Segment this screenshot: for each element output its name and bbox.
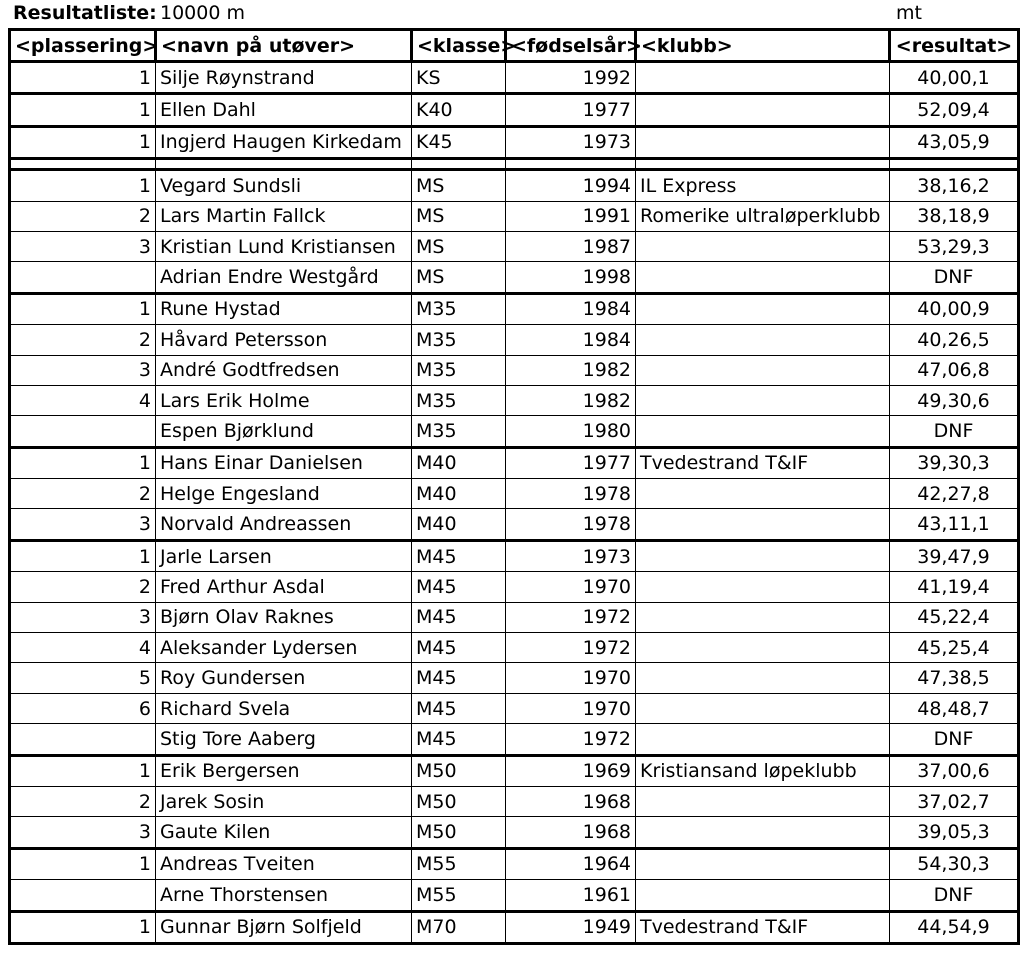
birth-year-cell: 1972 <box>506 633 636 663</box>
class-cell: M45 <box>412 540 506 571</box>
results-table-wrapper <box>8 28 1017 945</box>
athlete-name-cell: Roy Gundersen <box>156 663 412 693</box>
class-cell: MS <box>412 231 506 261</box>
placement-cell <box>10 880 156 911</box>
birth-year-cell: 1987 <box>506 231 636 261</box>
class-cell: M50 <box>412 786 506 816</box>
table-row <box>10 572 1019 602</box>
club-cell: Romerike ultraløperklubb <box>636 201 890 231</box>
birth-year-cell: 1972 <box>506 724 636 755</box>
club-cell <box>636 633 890 663</box>
unit-label: mt <box>896 2 922 24</box>
club-cell <box>636 94 890 126</box>
club-cell <box>636 509 890 540</box>
spacer-cell <box>156 159 412 170</box>
results-list-label: Resultatliste: <box>13 2 157 24</box>
placement-cell: 3 <box>10 355 156 385</box>
table-row <box>10 201 1019 231</box>
class-cell: M40 <box>412 509 506 540</box>
class-cell: M40 <box>412 447 506 478</box>
birth-year-cell: 1964 <box>506 848 636 879</box>
placement-cell: 2 <box>10 479 156 509</box>
table-row <box>10 911 1019 943</box>
column-header-class: <klasse> <box>412 30 506 62</box>
spacer-cell <box>506 159 636 170</box>
birth-year-cell: 1973 <box>506 540 636 571</box>
table-header-row <box>10 30 1019 62</box>
athlete-name-cell: Vegard Sundsli <box>156 170 412 201</box>
table-row <box>10 479 1019 509</box>
club-cell <box>636 231 890 261</box>
table-row <box>10 416 1019 447</box>
athlete-name-cell: Aleksander Lydersen <box>156 633 412 663</box>
placement-cell: 1 <box>10 848 156 879</box>
result-cell: 52,09,4 <box>890 94 1019 126</box>
result-cell: 43,11,1 <box>890 509 1019 540</box>
group-spacer-row <box>10 159 1019 170</box>
result-cell: 38,16,2 <box>890 170 1019 201</box>
birth-year-cell: 1972 <box>506 602 636 632</box>
table-row <box>10 755 1019 786</box>
result-cell: 39,30,3 <box>890 447 1019 478</box>
result-cell: 40,26,5 <box>890 325 1019 355</box>
birth-year-cell: 1977 <box>506 94 636 126</box>
club-cell: Tvedestrand T&IF <box>636 911 890 943</box>
athlete-name-cell: Kristian Lund Kristiansen <box>156 231 412 261</box>
table-row <box>10 663 1019 693</box>
placement-cell <box>10 416 156 447</box>
table-row <box>10 231 1019 261</box>
club-cell <box>636 602 890 632</box>
club-cell <box>636 663 890 693</box>
column-header-placement: <plassering> <box>10 30 156 62</box>
placement-cell: 1 <box>10 447 156 478</box>
birth-year-cell: 1970 <box>506 572 636 602</box>
class-cell: M50 <box>412 817 506 848</box>
athlete-name-cell: Richard Svela <box>156 693 412 723</box>
club-cell <box>636 693 890 723</box>
placement-cell: 3 <box>10 817 156 848</box>
table-row <box>10 848 1019 879</box>
class-cell: MS <box>412 170 506 201</box>
birth-year-cell: 1977 <box>506 447 636 478</box>
athlete-name-cell: Håvard Petersson <box>156 325 412 355</box>
class-cell: M50 <box>412 755 506 786</box>
birth-year-cell: 1998 <box>506 262 636 293</box>
class-cell: M40 <box>412 479 506 509</box>
placement-cell <box>10 724 156 755</box>
birth-year-cell: 1949 <box>506 911 636 943</box>
athlete-name-cell: Bjørn Olav Raknes <box>156 602 412 632</box>
placement-cell: 5 <box>10 663 156 693</box>
table-row <box>10 262 1019 293</box>
class-cell: M35 <box>412 416 506 447</box>
placement-cell <box>10 262 156 293</box>
placement-cell: 4 <box>10 633 156 663</box>
result-cell: 40,00,9 <box>890 293 1019 324</box>
result-cell: 54,30,3 <box>890 848 1019 879</box>
placement-cell: 3 <box>10 509 156 540</box>
class-cell: M45 <box>412 663 506 693</box>
athlete-name-cell: Gunnar Bjørn Solfjeld <box>156 911 412 943</box>
birth-year-cell: 1968 <box>506 786 636 816</box>
club-cell <box>636 786 890 816</box>
placement-cell: 2 <box>10 572 156 602</box>
class-cell: M55 <box>412 880 506 911</box>
table-row <box>10 724 1019 755</box>
placement-cell: 1 <box>10 911 156 943</box>
table-row <box>10 540 1019 571</box>
result-cell: 47,38,5 <box>890 663 1019 693</box>
club-cell <box>636 325 890 355</box>
table-row <box>10 447 1019 478</box>
table-row <box>10 633 1019 663</box>
club-cell <box>636 355 890 385</box>
result-cell: 44,54,9 <box>890 911 1019 943</box>
birth-year-cell: 1991 <box>506 201 636 231</box>
club-cell <box>636 62 890 94</box>
class-cell: M45 <box>412 693 506 723</box>
athlete-name-cell: Erik Bergersen <box>156 755 412 786</box>
placement-cell: 1 <box>10 62 156 94</box>
club-cell <box>636 848 890 879</box>
result-cell: 37,02,7 <box>890 786 1019 816</box>
class-cell: MS <box>412 201 506 231</box>
class-cell: M45 <box>412 724 506 755</box>
athlete-name-cell: Arne Thorstensen <box>156 880 412 911</box>
athlete-name-cell: Silje Røynstrand <box>156 62 412 94</box>
birth-year-cell: 1982 <box>506 355 636 385</box>
class-cell: KS <box>412 62 506 94</box>
placement-cell: 3 <box>10 231 156 261</box>
athlete-name-cell: Gaute Kilen <box>156 817 412 848</box>
result-cell: 38,18,9 <box>890 201 1019 231</box>
table-row <box>10 817 1019 848</box>
result-cell: 39,47,9 <box>890 540 1019 571</box>
result-cell: 41,19,4 <box>890 572 1019 602</box>
club-cell <box>636 540 890 571</box>
class-cell: M35 <box>412 325 506 355</box>
table-row <box>10 355 1019 385</box>
class-cell: M55 <box>412 848 506 879</box>
athlete-name-cell: André Godtfredsen <box>156 355 412 385</box>
class-cell: MS <box>412 262 506 293</box>
placement-cell: 2 <box>10 201 156 231</box>
athlete-name-cell: Lars Martin Fallck <box>156 201 412 231</box>
class-cell: M35 <box>412 355 506 385</box>
results-body <box>10 62 1019 944</box>
result-cell: 40,00,1 <box>890 62 1019 94</box>
table-row <box>10 880 1019 911</box>
club-cell <box>636 724 890 755</box>
club-cell: Kristiansand løpeklubb <box>636 755 890 786</box>
birth-year-cell: 1970 <box>506 663 636 693</box>
result-cell: 39,05,3 <box>890 817 1019 848</box>
placement-cell: 1 <box>10 293 156 324</box>
result-cell: 37,00,6 <box>890 755 1019 786</box>
class-cell: M35 <box>412 385 506 415</box>
placement-cell: 1 <box>10 126 156 158</box>
table-row <box>10 385 1019 415</box>
result-cell: 42,27,8 <box>890 479 1019 509</box>
athlete-name-cell: Fred Arthur Asdal <box>156 572 412 602</box>
distance-label: 10000 m <box>160 2 245 24</box>
club-cell <box>636 126 890 158</box>
athlete-name-cell: Rune Hystad <box>156 293 412 324</box>
table-row <box>10 126 1019 158</box>
spacer-cell <box>636 159 890 170</box>
club-cell <box>636 416 890 447</box>
athlete-name-cell: Jarle Larsen <box>156 540 412 571</box>
table-row <box>10 786 1019 816</box>
placement-cell: 6 <box>10 693 156 723</box>
table-row <box>10 693 1019 723</box>
spacer-cell <box>890 159 1019 170</box>
spacer-cell <box>412 159 506 170</box>
class-cell: M70 <box>412 911 506 943</box>
birth-year-cell: 1961 <box>506 880 636 911</box>
club-cell <box>636 262 890 293</box>
class-cell: M35 <box>412 293 506 324</box>
athlete-name-cell: Adrian Endre Westgård <box>156 262 412 293</box>
table-row <box>10 62 1019 94</box>
club-cell: IL Express <box>636 170 890 201</box>
spacer-cell <box>10 159 156 170</box>
placement-cell: 3 <box>10 602 156 632</box>
birth-year-cell: 1969 <box>506 755 636 786</box>
result-cell: DNF <box>890 416 1019 447</box>
birth-year-cell: 1970 <box>506 693 636 723</box>
placement-cell: 1 <box>10 540 156 571</box>
table-row <box>10 509 1019 540</box>
result-cell: 49,30,6 <box>890 385 1019 415</box>
placement-cell: 1 <box>10 755 156 786</box>
birth-year-cell: 1978 <box>506 479 636 509</box>
result-cell: DNF <box>890 880 1019 911</box>
athlete-name-cell: Norvald Andreassen <box>156 509 412 540</box>
birth-year-cell: 1973 <box>506 126 636 158</box>
athlete-name-cell: Stig Tore Aaberg <box>156 724 412 755</box>
birth-year-cell: 1992 <box>506 62 636 94</box>
club-cell <box>636 817 890 848</box>
column-header-club: <klubb> <box>636 30 890 62</box>
result-cell: 53,29,3 <box>890 231 1019 261</box>
class-cell: K40 <box>412 94 506 126</box>
birth-year-cell: 1984 <box>506 293 636 324</box>
athlete-name-cell: Espen Bjørklund <box>156 416 412 447</box>
birth-year-cell: 1994 <box>506 170 636 201</box>
class-cell: M45 <box>412 602 506 632</box>
birth-year-cell: 1980 <box>506 416 636 447</box>
result-cell: DNF <box>890 724 1019 755</box>
result-cell: 45,25,4 <box>890 633 1019 663</box>
table-row <box>10 293 1019 324</box>
table-row <box>10 94 1019 126</box>
club-cell <box>636 479 890 509</box>
birth-year-cell: 1968 <box>506 817 636 848</box>
column-header-birth-year: <fødselsår> <box>506 30 636 62</box>
club-cell <box>636 572 890 602</box>
result-cell: 45,22,4 <box>890 602 1019 632</box>
athlete-name-cell: Jarek Sosin <box>156 786 412 816</box>
athlete-name-cell: Lars Erik Holme <box>156 385 412 415</box>
athlete-name-cell: Hans Einar Danielsen <box>156 447 412 478</box>
placement-cell: 4 <box>10 385 156 415</box>
table-row <box>10 170 1019 201</box>
column-header-name: <navn på utøver> <box>156 30 412 62</box>
result-cell: 47,06,8 <box>890 355 1019 385</box>
placement-cell: 1 <box>10 170 156 201</box>
results-table <box>8 28 1020 945</box>
column-header-result: <resultat> <box>890 30 1019 62</box>
table-row <box>10 325 1019 355</box>
birth-year-cell: 1984 <box>506 325 636 355</box>
placement-cell: 2 <box>10 325 156 355</box>
result-cell: 48,48,7 <box>890 693 1019 723</box>
class-cell: M45 <box>412 572 506 602</box>
athlete-name-cell: Ingjerd Haugen Kirkedam <box>156 126 412 158</box>
class-cell: K45 <box>412 126 506 158</box>
placement-cell: 1 <box>10 94 156 126</box>
placement-cell: 2 <box>10 786 156 816</box>
club-cell <box>636 293 890 324</box>
club-cell <box>636 385 890 415</box>
class-cell: M45 <box>412 633 506 663</box>
athlete-name-cell: Helge Engesland <box>156 479 412 509</box>
birth-year-cell: 1982 <box>506 385 636 415</box>
birth-year-cell: 1978 <box>506 509 636 540</box>
result-cell: 43,05,9 <box>890 126 1019 158</box>
athlete-name-cell: Andreas Tveiten <box>156 848 412 879</box>
table-row <box>10 602 1019 632</box>
athlete-name-cell: Ellen Dahl <box>156 94 412 126</box>
result-cell: DNF <box>890 262 1019 293</box>
club-cell <box>636 880 890 911</box>
club-cell: Tvedestrand T&IF <box>636 447 890 478</box>
